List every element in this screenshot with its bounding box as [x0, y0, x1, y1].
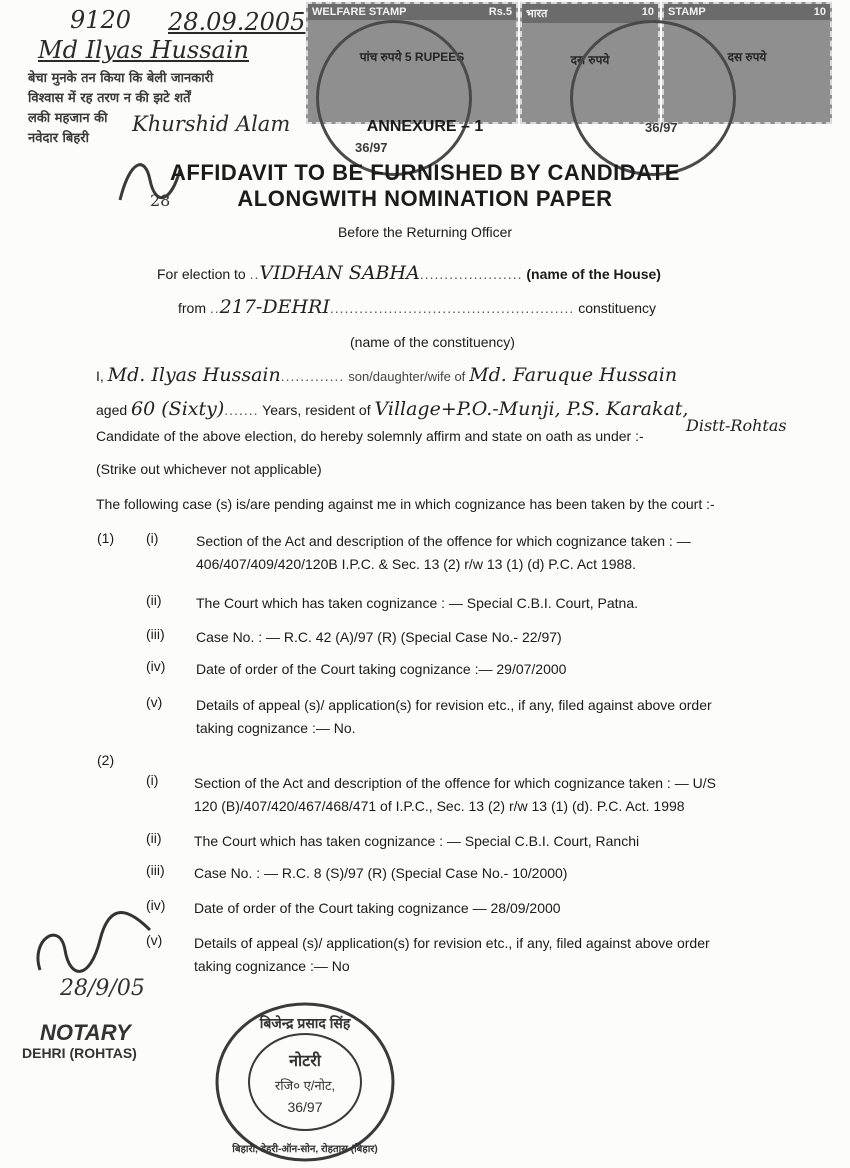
case-2-item-v: Details of appeal (s)/ application(s) for revision etc., if any, filed against above order taking cognizance :— No: [194, 935, 710, 974]
case-2-item-iii: Case No. : — R.C. 8 (S)/97 (R) (Special Case No.- 10/2000): [194, 865, 568, 881]
hindi-stamp-line-2: विश्वास में रह तरण न की झटे शर्तें: [28, 91, 191, 106]
notary-seal-number: 36/97: [287, 1099, 323, 1115]
case-1-item-ii: The Court which has taken cognizance : — Special C.B.I. Court, Patna.: [196, 595, 638, 611]
age-resident-line: aged 60 (Sixty)....... Years, resident of Village+P.O.-Munji, P.S. Karakat,: [96, 398, 689, 420]
case-2-number: (2): [97, 752, 115, 768]
notary-seal-place: बिहारी, डेहरी-ऑन-सोन, रोहतास (बिहार): [232, 1144, 378, 1155]
candidate-oath-line: Candidate of the above election, do hereby solemnly affirm and state on oath as under :-: [96, 428, 644, 444]
welfare-stamp: WELFARE STAMP Rs.5 पांच रुपये 5 RUPEES: [306, 2, 518, 124]
witness-signature: Khurshid Alam: [132, 112, 291, 136]
case-2-item-i-roman: (i): [146, 772, 159, 788]
deponent-line: I, Md. Ilyas Hussain............. son/daughter/wife of Md. Faruque Hussain: [96, 364, 678, 386]
stamp-date-mark: 28: [150, 191, 171, 210]
notary-place: DEHRI (ROHTAS): [22, 1045, 137, 1061]
case-2-item-ii-roman: (ii): [146, 830, 162, 846]
case-1-item-v-roman: (v): [146, 694, 163, 710]
age-value: 60 (Sixty): [131, 398, 225, 420]
cancel-seal-ring-2: [570, 20, 736, 176]
notary-signature: [20, 900, 170, 1010]
deponent-name-value: Md. Ilyas Hussain: [107, 364, 281, 386]
case-2-item-i: Section of the Act and description of the offence for which cognizance taken : — U/S 120 (B)/407/420/467/468/471 of I.P.C., Sec. 13 (2) r/w 13 (1) (d). P.C. Act. 1998: [194, 775, 716, 814]
district-value: Distt-Rohtas: [686, 416, 787, 435]
case-2-item-iv-roman: (iv): [146, 897, 166, 913]
election-house-value: VIDHAN SABHA: [259, 262, 420, 284]
serial-number: 9120: [70, 6, 132, 34]
cancel-seal-number-1: 36/97: [355, 140, 388, 155]
case-1-item-v: Details of appeal (s)/ application(s) for revision etc., if any, filed against above order taking cognizance :— No.: [196, 697, 712, 736]
revenue-stamp-3: STAMP 10 दस रुपये: [662, 2, 832, 124]
notary-sig-date: 28/9/05: [60, 976, 145, 1001]
case-1-item-ii-roman: (ii): [146, 592, 162, 608]
case-1-item-iii: Case No. : — R.C. 42 (A)/97 (R) (Special Case No.- 22/97): [196, 629, 562, 645]
constituency-note: (name of the constituency): [350, 334, 515, 350]
strike-out-note: (Strike out whichever not applicable): [96, 461, 322, 477]
notary-label: NOTARY: [40, 1020, 131, 1045]
case-2-item-v-roman: (v): [146, 932, 163, 948]
handwritten-name: Md Ilyas Hussain: [38, 36, 249, 64]
case-2-item-ii: The Court which has taken cognizance : — Special C.B.I. Court, Ranchi: [194, 833, 640, 849]
case-1-item-i-roman: (i): [146, 530, 159, 546]
notary-seal-name: बिजेन्द्र प्रसाद सिंह: [259, 1015, 351, 1031]
hindi-stamp-line-3: लकी महजान की: [28, 111, 108, 126]
pending-cases-intro: The following case (s) is/are pending against me in which cognizance has been taken by the court :-: [96, 496, 715, 512]
case-1-item-iii-roman: (iii): [146, 626, 165, 642]
case-1-number: (1): [97, 530, 115, 546]
before-returning-officer: Before the Returning Officer: [337, 224, 513, 240]
notary-seal-title: नोटरी: [289, 1053, 321, 1070]
from-line: from ..217-DEHRI.................................................. constituency: [178, 296, 657, 318]
handwritten-date: 28.09.2005: [168, 8, 306, 36]
case-2-item-iv: Date of order of the Court taking cognizance — 28/09/2000: [194, 900, 561, 916]
cancel-seal-ring-1: [316, 20, 472, 176]
father-name-value: Md. Faruque Hussain: [469, 364, 678, 386]
annexure-label: ANNEXURE – 1: [366, 118, 484, 135]
case-2-item-iii-roman: (iii): [146, 862, 165, 878]
document-title-line-2: ALONGWITH NOMINATION PAPER: [237, 186, 613, 211]
cancel-seal-number-2: 36/97: [645, 120, 678, 135]
hindi-stamp-line-4: नवेदार बिहरी: [28, 131, 89, 146]
case-1-item-iv-roman: (iv): [146, 658, 166, 674]
residence-value: Village+P.O.-Munji, P.S. Karakat,: [374, 398, 689, 420]
revenue-stamp-2: भारत 10 दस रुपये: [520, 2, 660, 124]
document-title-line-1: AFFIDAVIT TO BE FURNISHED BY CANDIDATE: [170, 160, 680, 185]
notary-seal-reg: रजि० ए/नोट,: [274, 1078, 336, 1093]
constituency-value: 217-DEHRI: [219, 296, 330, 318]
case-1-item-iv: Date of order of the Court taking cognizance :— 29/07/2000: [196, 661, 567, 677]
case-1-item-i: Section of the Act and description of the offence for which cognizance taken : — 406/407/409/420/120B I.P.C. & Sec. 13 (2) r/w 13 (1) (d) P.C. Act 1988.: [196, 533, 691, 572]
election-line: For election to ..VIDHAN SABHA..................... (name of the House): [157, 262, 661, 284]
notary-seal: [213, 1000, 398, 1165]
hindi-stamp-line-1: बेचा मुनके तन किया कि बेली जानकारी: [28, 71, 214, 86]
